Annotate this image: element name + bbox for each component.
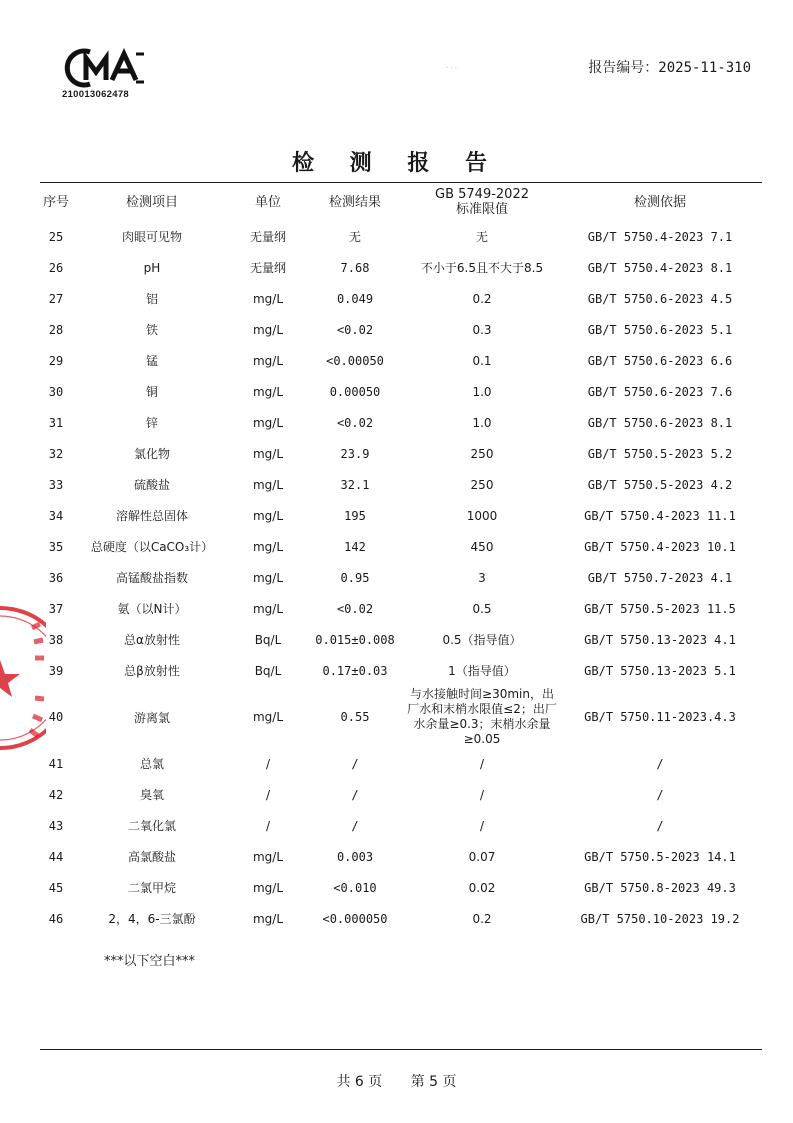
cell-result: / bbox=[351, 756, 359, 771]
table-row bbox=[40, 779, 762, 810]
table-row bbox=[40, 345, 762, 376]
cell-result: <0.02 bbox=[336, 601, 374, 616]
cell-unit: mg/L bbox=[252, 601, 284, 616]
cell-item: 游离氯 bbox=[133, 710, 170, 725]
cell-item: 高氯酸盐 bbox=[127, 850, 176, 864]
cell-limit: 0.2 bbox=[472, 911, 492, 926]
cell-item: 总α放射性 bbox=[124, 633, 180, 647]
cell-item: 肉眼可见物 bbox=[121, 230, 182, 244]
cell-no: 43 bbox=[48, 818, 64, 833]
red-seal-stamp bbox=[0, 598, 46, 758]
cell-limit-text: 与水接触时间≥30min，出厂水和末梢水限值≤2；出厂水余量≥0.3；末梢水余量≥0.05 bbox=[407, 687, 557, 746]
cell-result: 0.55 bbox=[340, 710, 370, 724]
cell-result: 0.95 bbox=[340, 570, 370, 585]
cell-limit: / bbox=[479, 787, 485, 802]
cell-limit: 250 bbox=[470, 477, 494, 492]
cell-limit: 不小于6.5且不大于8.5 bbox=[420, 261, 544, 275]
cell-item: 锌 bbox=[145, 416, 158, 430]
cell-item: 总β放射性 bbox=[124, 664, 180, 678]
table-row bbox=[40, 562, 762, 593]
cell-item: 臭氧 bbox=[139, 788, 164, 802]
table-row bbox=[40, 686, 762, 748]
cell-item: 溶解性总固体 bbox=[115, 509, 188, 523]
cell-item: 氯化物 bbox=[133, 447, 170, 461]
cell-unit: mg/L bbox=[252, 880, 284, 895]
cell-result: 0.00050 bbox=[329, 384, 381, 399]
cell-no: 26 bbox=[48, 260, 64, 275]
cell-no: 39 bbox=[48, 663, 64, 678]
cell-limit: 1（指导值） bbox=[448, 664, 516, 678]
cell-result: <0.02 bbox=[336, 322, 374, 337]
report-number-label: 报告编号： bbox=[588, 60, 659, 76]
table-row bbox=[40, 624, 762, 655]
cell-result: 32.1 bbox=[340, 477, 370, 492]
cell-no: 42 bbox=[48, 787, 64, 802]
cell-no: 31 bbox=[48, 415, 64, 430]
cell-item: 氨（以N计） bbox=[117, 602, 187, 616]
cell-unit: mg/L bbox=[252, 710, 284, 724]
table-row bbox=[40, 438, 762, 469]
table-row bbox=[40, 283, 762, 314]
cell-no: 37 bbox=[48, 601, 64, 616]
table-header-row bbox=[40, 183, 762, 221]
cell-limit: 0.1 bbox=[472, 353, 492, 368]
header-unit: 单位 bbox=[254, 194, 281, 210]
total-pages: 共 6 页 bbox=[336, 1074, 383, 1090]
table-row bbox=[40, 469, 762, 500]
cell-result: 195 bbox=[344, 508, 366, 523]
results-table bbox=[40, 183, 762, 934]
cell-method: GB/T 5750.10-2023 19.2 bbox=[580, 911, 740, 926]
table-row bbox=[40, 531, 762, 562]
cell-method: GB/T 5750.4-2023 7.1 bbox=[587, 229, 733, 244]
page-title: 检 测 报 告 bbox=[292, 150, 501, 176]
bottom-rule bbox=[40, 1049, 762, 1050]
table-body bbox=[40, 221, 762, 934]
cell-result: 0.003 bbox=[336, 849, 374, 864]
header-item: 检测项目 bbox=[125, 194, 178, 210]
scan-mark: · · · bbox=[446, 64, 458, 72]
cell-method: GB/T 5750.13-2023 4.1 bbox=[584, 632, 736, 647]
cell-method: / bbox=[656, 756, 664, 771]
cell-unit: / bbox=[265, 756, 271, 771]
cell-item: 铝 bbox=[145, 292, 158, 306]
cell-no: 45 bbox=[48, 880, 64, 895]
cell-limit: 1.0 bbox=[472, 415, 492, 430]
cell-method: GB/T 5750.6-2023 8.1 bbox=[587, 415, 733, 430]
cell-result: / bbox=[351, 818, 359, 833]
cell-unit: mg/L bbox=[252, 570, 284, 585]
cell-result: <0.000050 bbox=[322, 911, 388, 926]
cell-unit: Bq/L bbox=[254, 663, 282, 678]
cell-no: 27 bbox=[48, 291, 64, 306]
cell-method: / bbox=[656, 787, 664, 802]
cell-method: GB/T 5750.6-2023 5.1 bbox=[587, 322, 733, 337]
cell-item: 总氯 bbox=[139, 757, 164, 771]
cell-result: <0.00050 bbox=[326, 353, 384, 368]
header-method: 检测依据 bbox=[633, 194, 686, 210]
cell-result: / bbox=[351, 787, 359, 802]
cell-no: 30 bbox=[48, 384, 64, 399]
table-row bbox=[40, 748, 762, 779]
report-number-value: 2025-11-310 bbox=[658, 60, 751, 76]
cell-method: GB/T 5750.6-2023 6.6 bbox=[587, 353, 733, 368]
cell-no: 28 bbox=[48, 322, 64, 337]
cell-no: 44 bbox=[48, 849, 64, 864]
cell-method: GB/T 5750.7-2023 4.1 bbox=[587, 570, 733, 585]
cell-method: GB/T 5750.11-2023.4.3 bbox=[584, 710, 736, 724]
table-row bbox=[40, 376, 762, 407]
cell-limit: 无 bbox=[475, 230, 488, 244]
cell-unit: mg/L bbox=[252, 508, 284, 523]
cell-limit: 0.2 bbox=[472, 291, 492, 306]
cell-limit: 3 bbox=[478, 570, 486, 585]
cell-unit: 无量纲 bbox=[249, 261, 286, 275]
cell-no: 25 bbox=[48, 229, 64, 244]
cell-unit: mg/L bbox=[252, 446, 284, 461]
cell-item: 2，4，6-三氯酚 bbox=[108, 912, 196, 926]
cell-method: GB/T 5750.5-2023 5.2 bbox=[587, 446, 733, 461]
cell-limit: / bbox=[479, 756, 485, 771]
cell-unit: mg/L bbox=[252, 353, 284, 368]
cell-result: 0.015±0.008 bbox=[315, 632, 395, 647]
table-row bbox=[40, 593, 762, 624]
cell-unit: mg/L bbox=[252, 291, 284, 306]
header-limit-line1: GB 5749-2022 bbox=[435, 187, 529, 202]
cell-no: 36 bbox=[48, 570, 64, 585]
cell-unit: mg/L bbox=[252, 849, 284, 864]
cell-method: / bbox=[656, 818, 664, 833]
cell-method: GB/T 5750.5-2023 4.2 bbox=[587, 477, 733, 492]
cell-no: 35 bbox=[48, 539, 64, 554]
cell-result: 0.049 bbox=[336, 291, 374, 306]
cell-unit: / bbox=[265, 818, 271, 833]
cell-unit: mg/L bbox=[252, 477, 284, 492]
cell-result: <0.02 bbox=[336, 415, 374, 430]
cell-limit: 450 bbox=[470, 539, 494, 554]
cell-result: 7.68 bbox=[340, 260, 370, 275]
report-number bbox=[588, 57, 751, 77]
cell-limit: / bbox=[479, 818, 485, 833]
end-note: ***以下空白*** bbox=[104, 954, 196, 969]
page-footer bbox=[0, 1071, 793, 1091]
table-row bbox=[40, 314, 762, 345]
cell-unit: mg/L bbox=[252, 539, 284, 554]
cell-no: 29 bbox=[48, 353, 64, 368]
table-row bbox=[40, 841, 762, 872]
cell-no: 32 bbox=[48, 446, 64, 461]
cell-result: 0.17±0.03 bbox=[322, 663, 388, 678]
cell-limit: 0.07 bbox=[468, 849, 496, 864]
table-row bbox=[40, 903, 762, 934]
cell-no: 46 bbox=[48, 911, 64, 926]
cell-result: 142 bbox=[344, 539, 366, 554]
cell-unit: mg/L bbox=[252, 415, 284, 430]
table-row bbox=[40, 252, 762, 283]
table-row bbox=[40, 810, 762, 841]
cell-item: 二氯甲烷 bbox=[127, 881, 176, 895]
cell-item: 铜 bbox=[145, 385, 158, 399]
cell-method: GB/T 5750.6-2023 4.5 bbox=[587, 291, 733, 306]
cell-limit: 1000 bbox=[466, 508, 498, 523]
cell-no: 40 bbox=[48, 710, 64, 724]
cell-limit: 250 bbox=[470, 446, 494, 461]
cell-unit: 无量纲 bbox=[249, 230, 286, 244]
cell-limit: 1.0 bbox=[472, 384, 492, 399]
table-row bbox=[40, 407, 762, 438]
cell-method: GB/T 5750.4-2023 8.1 bbox=[587, 260, 733, 275]
current-page: 第 5 页 bbox=[410, 1074, 457, 1090]
cell-method: GB/T 5750.6-2023 7.6 bbox=[587, 384, 733, 399]
cell-item: 高锰酸盐指数 bbox=[115, 571, 188, 585]
cell-unit: / bbox=[265, 787, 271, 802]
table-row bbox=[40, 655, 762, 686]
cell-no: 33 bbox=[48, 477, 64, 492]
header-result: 检测结果 bbox=[328, 194, 381, 210]
cell-no: 34 bbox=[48, 508, 64, 523]
header-limit bbox=[406, 183, 558, 221]
header-limit-line2: 标准限值 bbox=[455, 202, 508, 217]
cell-item: 锰 bbox=[145, 354, 158, 368]
cell-unit: mg/L bbox=[252, 911, 284, 926]
cell-method: GB/T 5750.5-2023 14.1 bbox=[584, 849, 736, 864]
cell-unit: mg/L bbox=[252, 384, 284, 399]
cell-item: 总硬度（以CaCO₃计） bbox=[90, 540, 214, 554]
cell-no: 38 bbox=[48, 632, 64, 647]
cell-method: GB/T 5750.13-2023 5.1 bbox=[584, 663, 736, 678]
cell-item: 硫酸盐 bbox=[133, 478, 170, 492]
cell-method: GB/T 5750.4-2023 11.1 bbox=[584, 508, 736, 523]
header-no: 序号 bbox=[42, 194, 69, 210]
cell-result: 无 bbox=[348, 230, 361, 244]
cell-item: 铁 bbox=[145, 323, 158, 337]
cell-method: GB/T 5750.4-2023 10.1 bbox=[584, 539, 736, 554]
table-row bbox=[40, 221, 762, 252]
cell-method: GB/T 5750.5-2023 11.5 bbox=[584, 601, 736, 616]
cell-limit bbox=[406, 686, 558, 748]
cell-unit: Bq/L bbox=[254, 632, 282, 647]
cell-result: <0.010 bbox=[333, 880, 377, 895]
cell-limit: 0.5 bbox=[472, 601, 492, 616]
cell-unit: mg/L bbox=[252, 322, 284, 337]
cell-no: 41 bbox=[48, 756, 64, 771]
cell-result: 23.9 bbox=[340, 446, 370, 461]
cell-item: 二氧化氯 bbox=[127, 819, 176, 833]
cell-item: pH bbox=[143, 260, 161, 275]
cell-limit: 0.02 bbox=[468, 880, 496, 895]
cell-limit: 0.5（指导值） bbox=[442, 633, 522, 647]
table-row bbox=[40, 872, 762, 903]
cell-limit: 0.3 bbox=[472, 322, 492, 337]
cell-method: GB/T 5750.8-2023 49.3 bbox=[584, 880, 736, 895]
cma-number: 210013062478 bbox=[62, 89, 130, 100]
table-row bbox=[40, 500, 762, 531]
